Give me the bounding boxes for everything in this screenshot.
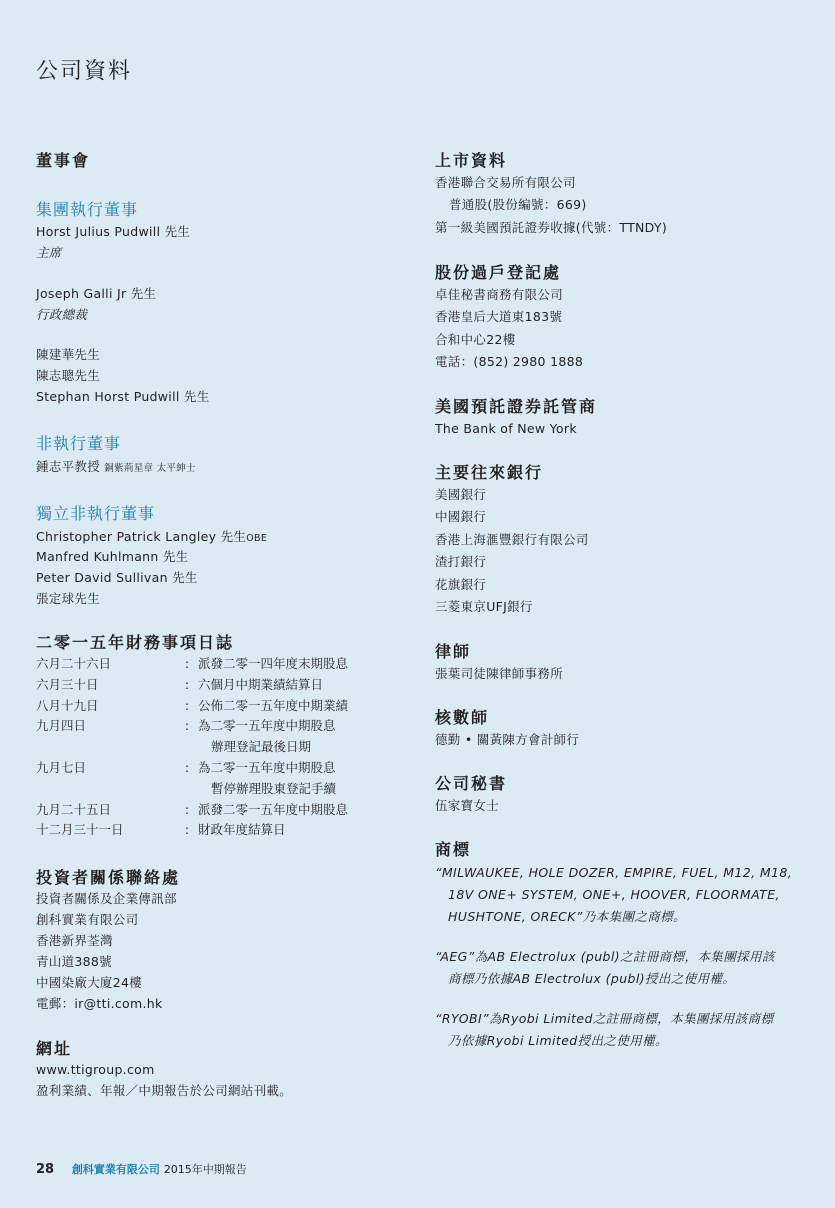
calendar-heading: 二零一五年財務事項日誌 xyxy=(36,633,235,652)
bank-line: 渣打銀行 xyxy=(435,554,487,570)
calendar-event: 暫停辦理股東登記手續 xyxy=(211,780,337,796)
director-role: 主席 xyxy=(36,245,62,260)
calendar-row xyxy=(36,758,348,779)
investor-line: 青山道388號 xyxy=(36,954,112,969)
banks-block xyxy=(435,484,589,618)
calendar-colon: : xyxy=(184,759,190,775)
calendar-date: 九月七日 xyxy=(36,759,87,775)
website-link[interactable]: www.ttigroup.com xyxy=(36,1062,155,1077)
trademarks-heading: 商標 xyxy=(435,840,472,859)
trademark-paragraph xyxy=(435,946,775,990)
exec-directors-heading: 集團執行董事 xyxy=(36,200,139,219)
bank-line: 三菱東京UFJ銀行 xyxy=(435,599,533,615)
investor-line: 中國染廠大廈24樓 xyxy=(36,975,143,990)
calendar-date: 六月三十日 xyxy=(36,676,99,692)
trademark-line: HUSHTONE, ORECK”乃本集團之商標。 xyxy=(448,909,686,924)
director-name: 張定球先生 xyxy=(36,591,101,606)
trademark-line: “AEG”為AB Electrolux (publ)之註冊商標，本集團採用該 xyxy=(435,949,775,964)
calendar-row xyxy=(36,800,348,821)
auditors-line: 德勤 • 關黃陳方會計師行 xyxy=(435,732,580,747)
auditors-block xyxy=(435,729,579,751)
listing-line: 第一級美國預託證券收據(代號：TTNDY) xyxy=(435,219,668,235)
calendar-event: 為二零一五年度中期股息 xyxy=(198,718,336,734)
trademark-paragraph xyxy=(435,862,792,928)
calendar-row xyxy=(36,696,348,717)
website-heading: 網址 xyxy=(36,1039,73,1058)
calendar-colon: : xyxy=(184,676,190,692)
listing-line: 香港聯合交易所有限公司 xyxy=(435,175,576,190)
trademark-line: 乃依據Ryobi Limited授出之使用權。 xyxy=(448,1033,668,1048)
bank-line: 香港上海滙豐銀行有限公司 xyxy=(435,531,589,547)
investor-line: 香港新界荃灣 xyxy=(36,933,113,948)
calendar-date: 六月二十六日 xyxy=(36,656,112,671)
trademark-line: 18V ONE+ SYSTEM, ONE+, HOOVER, FLOORMATE, xyxy=(448,887,780,902)
secretary-block xyxy=(435,795,499,817)
calendar-colon: : xyxy=(184,801,190,817)
auditors-heading: 核數師 xyxy=(435,708,490,727)
page-footer xyxy=(36,1161,247,1177)
listing-line: 普通股(股份編號：669) xyxy=(449,197,587,213)
calendar-event: 派發二零一五年度中期股息 xyxy=(198,801,349,817)
calendar-row xyxy=(36,737,348,758)
director-name: Joseph Galli Jr 先生 xyxy=(36,286,157,301)
director-name: Peter David Sullivan 先生 xyxy=(36,570,198,585)
nonexec-directors-heading: 非執行董事 xyxy=(36,434,122,453)
calendar-event: 為二零一五年度中期股息 xyxy=(198,759,336,775)
registrar-line: 合和中心22樓 xyxy=(435,331,516,347)
calendar-date: 九月二十五日 xyxy=(36,801,112,817)
calendar-event: 六個月中期業績結算日 xyxy=(198,676,324,692)
lawyers-line: 張葉司徒陳律師事務所 xyxy=(435,666,564,681)
calendar-colon: : xyxy=(184,822,190,838)
calendar-event: 公佈二零一五年度中期業績 xyxy=(198,697,349,713)
bank-line: 花旗銀行 xyxy=(435,576,487,592)
director-name: 陳建華先生 xyxy=(36,347,101,362)
director-name: 陳志聰先生 xyxy=(36,368,101,383)
trademark-line: 商標乃依據AB Electrolux (publ)授出之使用權。 xyxy=(448,971,736,986)
page-title: 公司資料 xyxy=(36,59,133,84)
depositary-line: The Bank of New York xyxy=(435,421,577,436)
indep-directors-heading: 獨立非執行董事 xyxy=(36,504,156,523)
registrar-block xyxy=(435,284,583,374)
website-note: 盈利業績、年報／中期報告於公司網站刊載。 xyxy=(36,1083,293,1098)
registrar-line: 卓佳秘書商務有限公司 xyxy=(435,287,564,302)
director-name: Horst Julius Pudwill 先生 xyxy=(36,224,191,239)
registrar-line: 香港皇后大道東183號 xyxy=(435,309,563,325)
listing-heading: 上市資料 xyxy=(435,151,508,170)
nonexec-honours: 銅紫荊星章 太平紳士 xyxy=(104,463,196,474)
nonexec-name: 鍾志平教授 xyxy=(36,459,101,474)
calendar-row xyxy=(36,675,348,696)
trademark-paragraph xyxy=(435,1008,773,1052)
investor-email[interactable]: 電郵：ir@tti.com.hk xyxy=(36,996,163,1011)
trademark-line: “MILWAUKEE, HOLE DOZER, EMPIRE, FUEL, M12, M18, xyxy=(435,865,793,880)
indep-honours: OBE xyxy=(246,533,268,544)
director-name: Stephan Horst Pudwill 先生 xyxy=(36,389,210,404)
secretary-line: 伍家寶女士 xyxy=(435,798,500,813)
page-number: 28 xyxy=(36,1162,55,1177)
investor-line: 投資者關係及企業傳訊部 xyxy=(36,891,177,906)
secretary-heading: 公司秘書 xyxy=(435,774,508,793)
calendar-colon: : xyxy=(184,656,190,671)
depositary-block xyxy=(435,418,577,440)
listing-block xyxy=(435,172,667,239)
director-name xyxy=(36,456,196,479)
registrar-line: 電話：(852) 2980 1888 xyxy=(435,354,584,370)
footer-report: 2015年中期報告 xyxy=(163,1163,247,1176)
indep-name: Christopher Patrick Langley 先生 xyxy=(36,529,247,544)
investor-heading: 投資者關係聯絡處 xyxy=(36,868,181,887)
footer-company: 創科實業有限公司 xyxy=(71,1163,160,1176)
calendar-event: 派發二零一四年度末期股息 xyxy=(198,656,349,671)
depositary-heading: 美國預託證券託管商 xyxy=(435,397,598,416)
investor-line: 創科實業有限公司 xyxy=(36,912,139,927)
calendar-row xyxy=(36,820,348,841)
director-role: 行政總裁 xyxy=(36,307,88,322)
calendar-event: 財政年度結算日 xyxy=(198,822,286,838)
board-heading: 董事會 xyxy=(36,151,91,170)
lawyers-heading: 律師 xyxy=(435,642,472,661)
calendar-colon: : xyxy=(184,718,190,734)
banks-heading: 主要往來銀行 xyxy=(435,463,544,482)
calendar-colon: : xyxy=(184,697,190,713)
bank-line: 美國銀行 xyxy=(435,487,487,502)
director-name: Manfred Kuhlmann 先生 xyxy=(36,549,189,564)
calendar-row xyxy=(36,779,348,800)
calendar-date: 八月十九日 xyxy=(36,697,99,713)
calendar-table xyxy=(36,654,348,841)
calendar-date: 九月四日 xyxy=(36,718,87,734)
registrar-heading: 股份過戶登記處 xyxy=(435,263,562,282)
bank-line: 中國銀行 xyxy=(435,509,487,525)
calendar-row xyxy=(36,716,348,737)
calendar-row xyxy=(36,654,348,675)
calendar-event: 辦理登記最後日期 xyxy=(211,739,312,755)
lawyers-block xyxy=(435,663,563,685)
calendar-date: 十二月三十一日 xyxy=(36,822,124,838)
trademark-line: “RYOBI”為Ryobi Limited之註冊商標，本集團採用該商標 xyxy=(435,1011,774,1026)
